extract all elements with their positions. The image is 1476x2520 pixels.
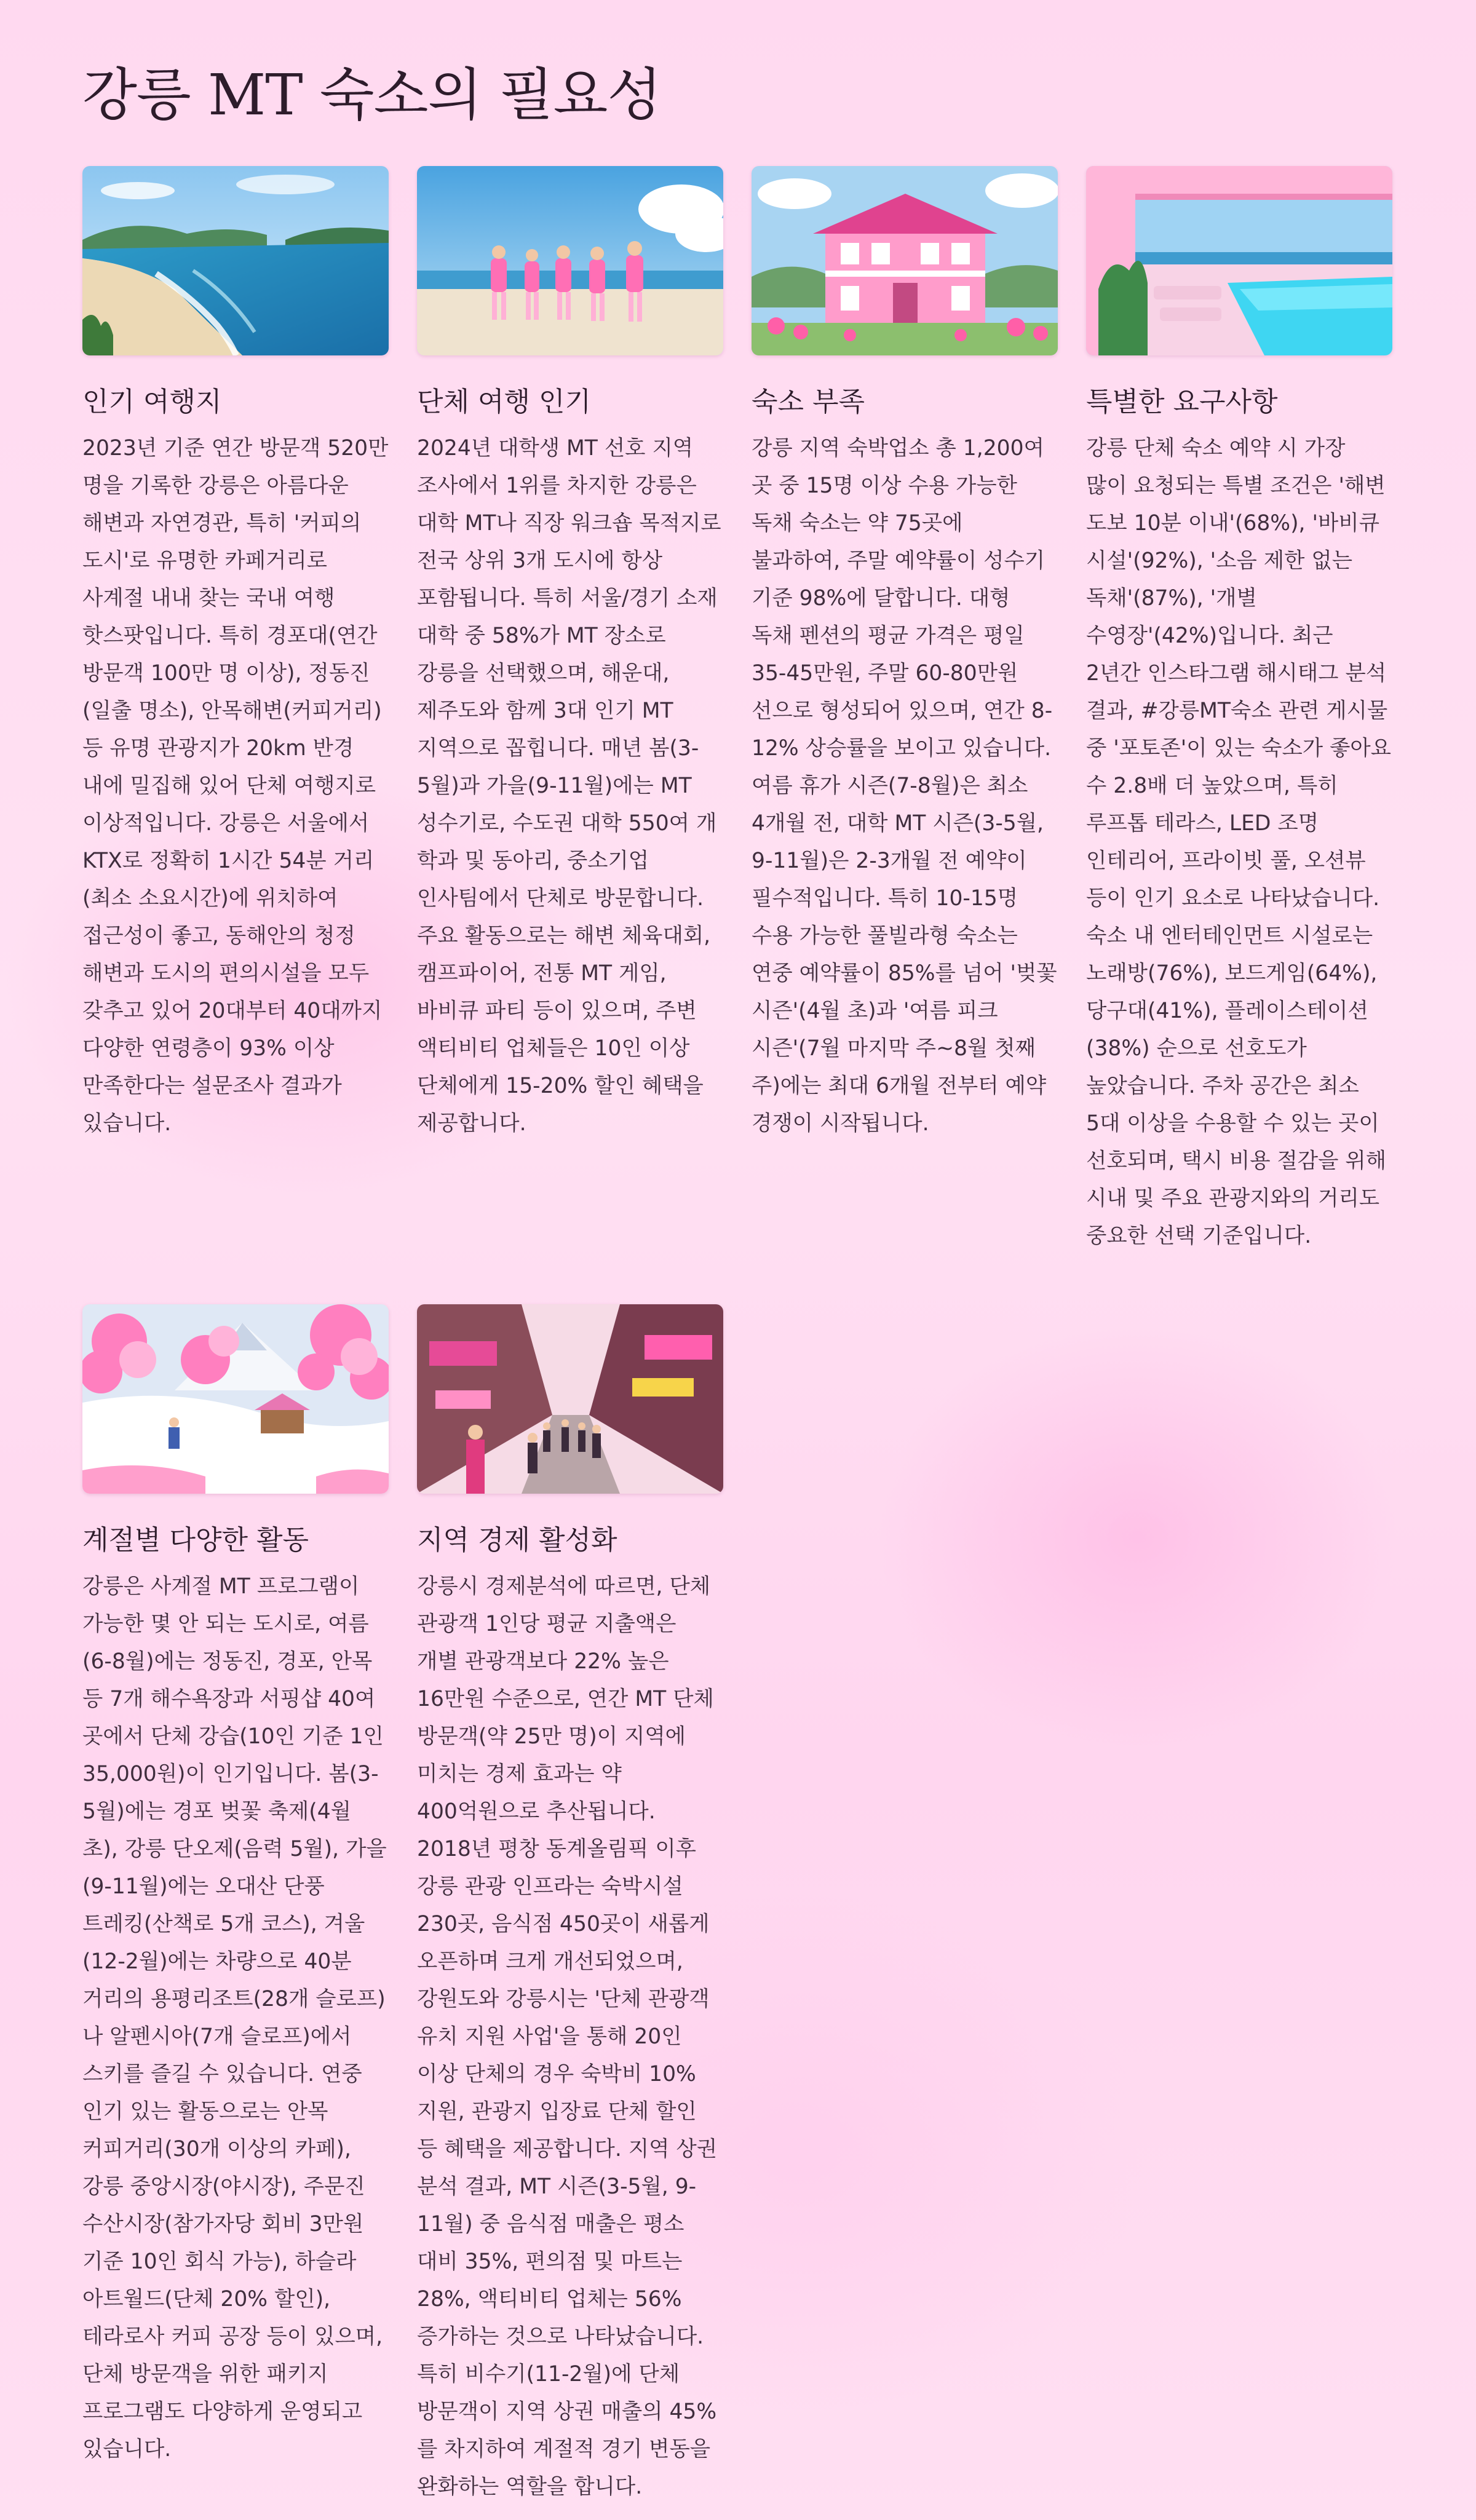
card-accommodation-shortage [752,166,1058,1143]
card-heading: 숙소 부족 [752,386,865,418]
rooftop-pool-image [1086,166,1392,355]
pink-house-image [752,166,1058,355]
card-heading: 인기 여행지 [82,386,222,418]
card-heading: 단체 여행 인기 [417,386,591,418]
group-on-beach-image [417,166,723,355]
card-heading: 계절별 다양한 활동 [82,1524,309,1556]
card-body: 2023년 기준 연간 방문객 520만 명을 기록한 강릉은 아름다운 해변과 자연경관, 특히 '커피의 도시'로 유명한 카페거리로 사계절 내내 찾는 국내 여행 핫스팟입니다. 특히 경포대(연간 방문객 100만 명 이상), 정동진(일출 명소), 안목해변(커피거리) 등 유명 관광지가 20km 반경 내에 밀집해 있어 단체 여행지로 이상적입니다. 강릉은 서울에서 KTX로 정확히 1시간 54분 거리(최소 소요시간)에 위치하여 접근성이 좋고, 동해안의 청정 해변과 도시의 편의시설을 모두 갖추고 있어 20대부터 40대까지 다양한 연령층이 93% 이상 만족한다는 설문조사 결과가 있습니다. [82,436,389,1136]
card-group-travel [417,166,723,1143]
card-heading: 지역 경제 활성화 [417,1524,617,1556]
card-local-economy [417,1304,723,2506]
card-seasonal-activities [82,1304,389,2468]
card-special-requirements [1086,166,1392,1255]
card-popular-destination [82,166,389,1143]
market-street-image [417,1304,723,1494]
card-body: 강릉 단체 숙소 예약 시 가장 많이 요청되는 특별 조건은 '해변 도보 10분 이내'(68%), '바비큐 시설'(92%), '소음 제한 없는 독채'(87%), '개별 수영장'(42%)입니다. 최근 2년간 인스타그램 해시태그 분석 결과, #강릉MT숙소 관련 게시물 중 '포토존'이 있는 숙소가 좋아요 수 2.8배 더 높았으며, 특히 루프톱 테라스, LED 조명 인테리어, 프라이빗 풀, 오션뷰 등이 인기 요소로 나타났습니다. 숙소 내 엔터테인먼트 시설로는 노래방(76%), 보드게임(64%), 당구대(41%), 플레이스테이션(38%) 순으로 선호도가 높았습니다. 주차 공간은 최소 5대 이상을 수용할 수 있는 곳이 선호되며, 택시 비용 절감을 위해 시내 및 주요 관광지와의 거리도 중요한 선택 기준입니다. [1086,436,1392,1249]
card-body: 강릉시 경제분석에 따르면, 단체 관광객 1인당 평균 지출액은 개별 관광객보다 22% 높은 16만원 수준으로, 연간 MT 단체 방문객(약 25만 명)이 지역에 미치는 경제 효과는 약 400억원으로 추산됩니다. 2018년 평창 동계올림픽 이후 강릉 관광 인프라는 숙박시설 230곳, 음식점 450곳이 새롭게 오픈하며 크게 개선되었으며, 강원도와 강릉시는 '단체 관광객 유치 지원 사업'을 통해 20인 이상 단체의 경우 숙박비 10% 지원, 관광지 입장료 단체 할인 등 혜택을 제공합니다. 지역 상권 분석 결과, MT 시즌(3-5월, 9-11월) 중 음식점 매출은 평소 대비 35%, 편의점 및 마트는 28%, 액티비티 업체는 56% 증가하는 것으로 나타났습니다. 특히 비수기(11-2월)에 단체 방문객이 지역 상권 매출의 45%를 차지하여 계절적 경기 변동을 완화하는 역할을 합니다. [417,1574,718,2500]
card-body: 강릉 지역 숙박업소 총 1,200여 곳 중 15명 이상 수용 가능한 독채 숙소는 약 75곳에 불과하여, 주말 예약률이 성수기 기준 98%에 달합니다. 대형 독채 펜션의 평균 가격은 평일 35-45만원, 주말 60-80만원 선으로 형성되어 있으며, 연간 8-12% 상승률을 보이고 있습니다. 여름 휴가 시즌(7-8월)은 최소 4개월 전, 대학 MT 시즌(3-5월, 9-11월)은 2-3개월 전 예약이 필수적입니다. 특히 10-15명 수용 가능한 풀빌라형 숙소는 연중 예약률이 85%를 넘어 '벚꽃 시즌'(4월 초)과 '여름 피크 시즌'(7월 마지막 주~8월 첫째 주)에는 최대 6개월 전부터 예약 경쟁이 시작됩니다. [752,436,1057,1136]
card-grid [82,166,1394,2506]
card-heading: 특별한 요구사항 [1086,386,1278,418]
card-body: 2024년 대학생 MT 선호 지역 조사에서 1위를 차지한 강릉은 대학 MT나 직장 워크숍 목적지로 전국 상위 3개 도시에 항상 포함됩니다. 특히 서울/경기 소재 대학 중 58%가 MT 장소로 강릉을 선택했으며, 해운대, 제주도와 함께 3대 인기 MT 지역으로 꼽힙니다. 매년 봄(3-5월)과 가을(9-11월)에는 MT 성수기로, 수도권 대학 550여 개 학과 및 동아리, 중소기업 인사팀에서 단체로 방문합니다. 주요 활동으로는 해변 체육대회, 캠프파이어, 전통 MT 게임, 바비큐 파티 등이 있으며, 주변 액티비티 업체들은 10인 이상 단체에게 15-20% 할인 혜택을 제공합니다. [417,436,721,1136]
card-body: 강릉은 사계절 MT 프로그램이 가능한 몇 안 되는 도시로, 여름(6-8월)에는 정동진, 경포, 안목 등 7개 해수욕장과 서핑샵 40여 곳에서 단체 강습(10인 기준 1인 35,000원)이 인기입니다. 봄(3-5월)에는 경포 벚꽃 축제(4월 초), 강릉 단오제(음력 5월), 가을(9-11월)에는 오대산 단풍 트레킹(산책로 5개 코스), 겨울(12-2월)에는 차량으로 40분 거리의 용평리조트(28개 슬로프)나 알펜시아(7개 슬로프)에서 스키를 즐길 수 있습니다. 연중 인기 있는 활동으로는 안목 커피거리(30개 이상의 카페), 강릉 중앙시장(야시장), 주문진 수산시장(참가자당 회비 3만원 기준 10인 회식 가능), 하슬라 아트월드(단체 20% 할인), 테라로사 커피 공장 등이 있으며, 단체 방문객을 위한 패키지 프로그램도 다양하게 운영되고 있습니다. [82,1574,387,2462]
seasonal-activities-image [82,1304,389,1494]
beach-coast-image [82,166,389,355]
page-title: 강릉 MT 숙소의 필요성 [82,62,662,128]
